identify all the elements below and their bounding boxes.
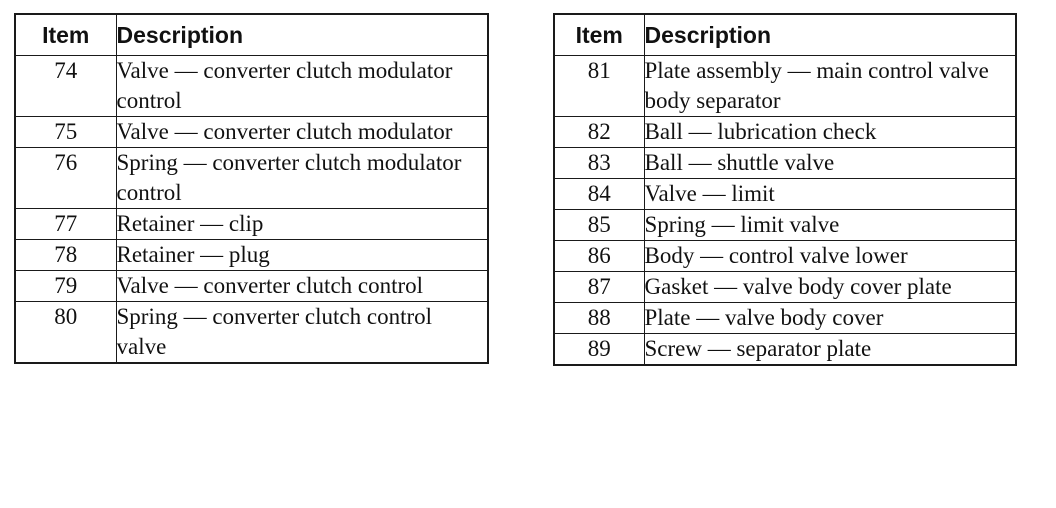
table-row	[15, 148, 488, 209]
item-description: Ball — lubrication check	[644, 117, 1016, 148]
item-number: 74	[15, 56, 116, 117]
table-row	[554, 272, 1016, 303]
item-description: Valve — converter clutch modulator control	[116, 56, 488, 117]
item-column-header: Item	[15, 14, 116, 56]
item-description: Plate assembly — main control valve body separator	[644, 56, 1016, 117]
item-number: 81	[554, 56, 644, 117]
item-number: 84	[554, 179, 644, 210]
table-row	[554, 117, 1016, 148]
description-column-header: Description	[116, 14, 488, 56]
item-number: 83	[554, 148, 644, 179]
item-description: Screw — separator plate	[644, 334, 1016, 366]
table-row	[15, 56, 488, 117]
item-number: 87	[554, 272, 644, 303]
table-row	[554, 334, 1016, 366]
item-description: Retainer — clip	[116, 209, 488, 240]
item-number: 77	[15, 209, 116, 240]
table-row	[15, 117, 488, 148]
table-row	[15, 271, 488, 302]
item-column-header: Item	[554, 14, 644, 56]
description-column-header: Description	[644, 14, 1016, 56]
item-description: Spring — converter clutch modulator control	[116, 148, 488, 209]
item-number: 80	[15, 302, 116, 364]
table-row	[554, 56, 1016, 117]
table-row	[554, 303, 1016, 334]
table-row	[554, 148, 1016, 179]
item-number: 78	[15, 240, 116, 271]
table-row	[15, 302, 488, 364]
table-row	[554, 179, 1016, 210]
item-number: 79	[15, 271, 116, 302]
item-number: 82	[554, 117, 644, 148]
item-description: Body — control valve lower	[644, 241, 1016, 272]
item-number: 85	[554, 210, 644, 241]
item-number: 75	[15, 117, 116, 148]
item-description: Spring — limit valve	[644, 210, 1016, 241]
item-description: Retainer — plug	[116, 240, 488, 271]
table-row	[554, 241, 1016, 272]
parts-table-left	[14, 13, 489, 364]
item-description: Spring — converter clutch control valve	[116, 302, 488, 364]
header-row	[15, 14, 488, 56]
item-description: Valve — converter clutch modulator	[116, 117, 488, 148]
item-description: Gasket — valve body cover plate	[644, 272, 1016, 303]
table-row	[554, 210, 1016, 241]
item-number: 89	[554, 334, 644, 366]
item-description: Valve — converter clutch control	[116, 271, 488, 302]
header-row	[554, 14, 1016, 56]
table-row	[15, 240, 488, 271]
item-number: 88	[554, 303, 644, 334]
item-description: Plate — valve body cover	[644, 303, 1016, 334]
item-description: Ball — shuttle valve	[644, 148, 1016, 179]
item-description: Valve — limit	[644, 179, 1016, 210]
parts-table-right	[553, 13, 1017, 366]
table-row	[15, 209, 488, 240]
item-number: 86	[554, 241, 644, 272]
item-number: 76	[15, 148, 116, 209]
